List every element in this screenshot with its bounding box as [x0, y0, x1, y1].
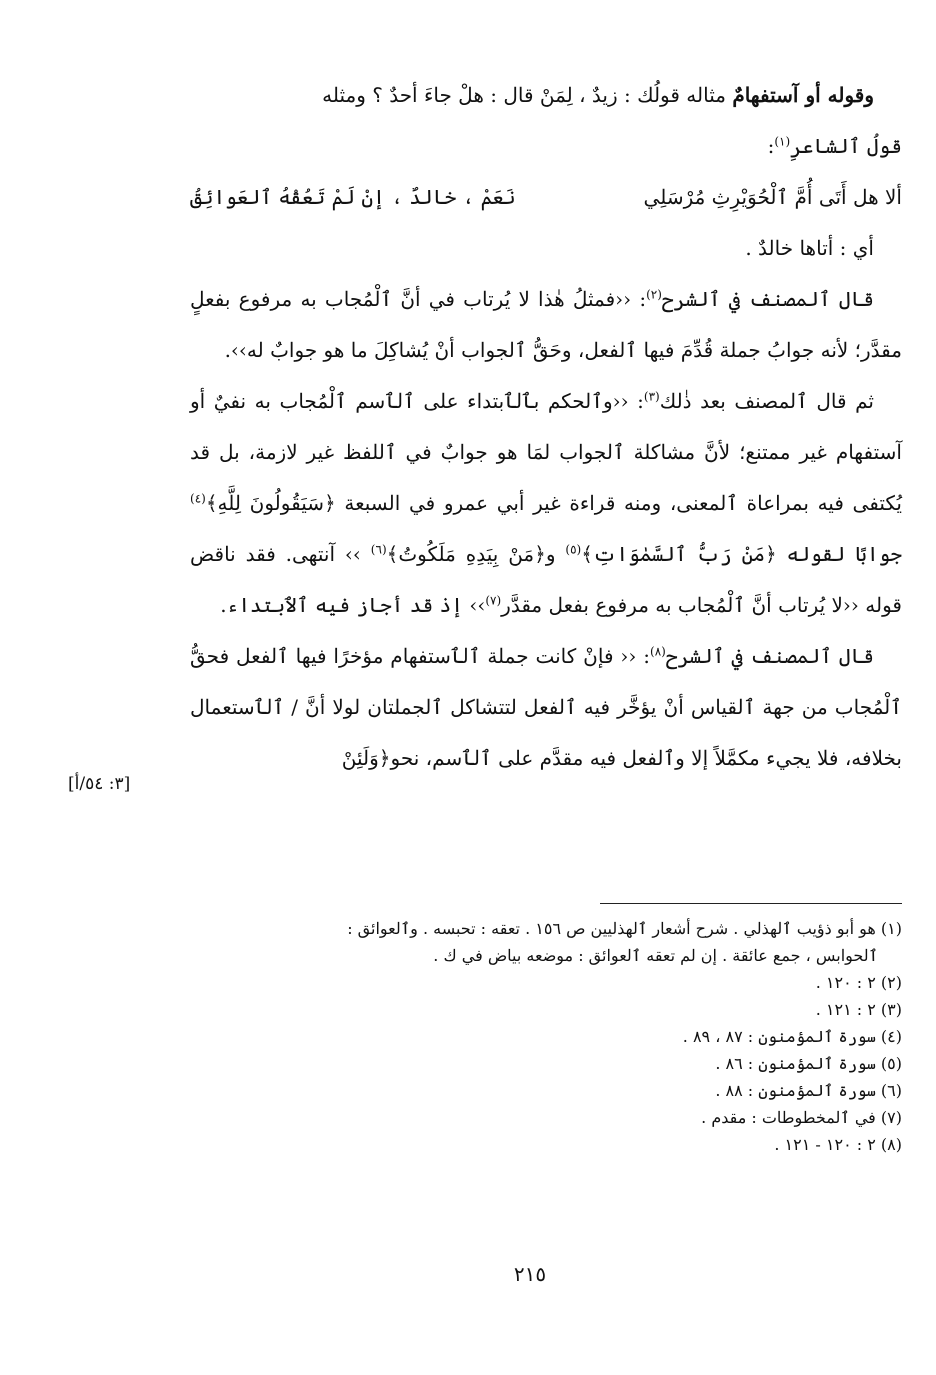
page-number: ٢١٥	[513, 1262, 547, 1286]
footnote-ref-3[interactable]: (٣)	[643, 389, 660, 404]
footnote-ref-7[interactable]: (٧)	[485, 593, 502, 608]
footnote-8: (٨) ٢ : ١٢٠ - ١٢١ .	[774, 1135, 902, 1154]
manuscript-folio-marker: [٣: ٥٤/أ]	[68, 774, 131, 794]
paragraph-1-text: مثاله قولُك : زيدٌ ، لِمَنْ قال : هلْ جاءَ أحدٌ ؟ ومثله	[322, 83, 733, 107]
footnote-7: (٧) في ٱلمخطوطات : مقدم .	[701, 1108, 902, 1127]
paragraph-1-line-2	[190, 121, 902, 172]
paragraph-5-text: : ‹‹ فإنْ كانت جملة ٱلٱستفهام مؤخرًا فيها ٱلفعل فحقُّ ٱلْمُجاب من جهة ٱلقياس أنْ يؤخَّر فيه ٱلفعل لتتشاكل ٱلجملتان لولا أنَّ / ٱلٱستعمال بخلافه، فلا يجيء مكمَّلاً إلا وٱلفعل فيه مقدَّم على ٱلٱسم، نحو﴿وَلَئِنْ	[190, 644, 902, 770]
paragraph-4-text-b: جوابًا لقوله ﴿مَنْ رَبُّ ٱلسَّمٰوَاتِ﴾	[581, 542, 902, 566]
paragraph-4-text-d: ›› آنتهى. فقد ناقض قوله ‹‹لا يُرتاب أنَّ ٱلْمُجاب به مرفوع بفعل مقدَّر	[190, 542, 902, 617]
paragraph-4-lead: ثم قال ٱلمصنف بعد ذٰلك	[659, 389, 874, 413]
colon: :	[767, 134, 775, 158]
footnote-2: (٢) ٢ : ١٢٠ .	[815, 973, 902, 992]
paragraph-4-text-c: و﴿مَنْ بِيَدِهِ مَلَكُوتُ﴾	[386, 542, 566, 566]
poet-intro: قولُ ٱلشاعرِ	[790, 134, 902, 158]
verse-second-hemistich: نَعَمْ ، خالدٌ ، إنْ لَمْ تَعُقْهُ ٱلعَوائِقُ	[190, 185, 516, 209]
footnote-ref-8[interactable]: (٨)	[650, 644, 666, 659]
paragraph-4	[190, 376, 902, 631]
paragraph-3	[190, 274, 902, 376]
footnote-5: (٥) سورة ٱلمؤمنون : ٨٦ .	[715, 1054, 902, 1073]
footnote-6: (٦) سورة ٱلمؤمنون : ٨٨ .	[715, 1081, 902, 1100]
footnotes	[190, 915, 902, 1158]
footnote-separator	[600, 903, 902, 904]
paragraph-1	[190, 70, 902, 121]
main-text	[190, 70, 902, 784]
footnote-ref-2[interactable]: (٢)	[646, 287, 662, 302]
footnote-3: (٣) ٢ : ١٢١ .	[815, 1000, 902, 1019]
paragraph-4-text-e: ›› إذ قد أجاز فيه ٱلٱبتداء.	[220, 593, 486, 617]
bold-phrase: وقوله أو آستفهامٌ	[732, 83, 874, 107]
footnote-ref-1[interactable]: (١)	[774, 134, 791, 149]
paragraph-5	[190, 631, 902, 784]
paragraph-5-lead: قال ٱلمصنف في ٱلشرح	[665, 644, 874, 668]
footnote-ref-6[interactable]: (٦)	[370, 542, 387, 557]
footnote-ref-5[interactable]: (٥)	[565, 542, 582, 557]
footnote-ref-4[interactable]: (٤)	[190, 491, 206, 506]
paragraph-4-text-a: : ‹‹وٱلحكم بٱلٱبتداء على ٱلٱسم ٱلْمُجاب به نفيٌ أو آستفهام غير ممتنع؛ لأنَّ مشاكلة ٱلجواب لمَا هو جوابٌ في ٱللفظ غير لازمة، بل قد يُكتفى فيه بمراعاة ٱلمعنى، ومنه قراءة غير أبي عمرو في السبعة ﴿سَيَقُولُونَ لِلَّهِ﴾	[190, 389, 902, 515]
footnote-1: (١) هو أبو ذؤيب ٱلهذلي . شرح أشعار ٱلهذليين ص ١٥٦ . تعقه : تحبسه . وٱلعوائق :	[347, 919, 902, 938]
verse-first-hemistich: ألا هل أَتَى أُمَّ ٱلْحُوَيْرِثِ مُرْسَلِي	[643, 185, 902, 209]
paragraph-2: أي : أتاها خالدٌ .	[745, 236, 874, 260]
footnote-1-continued: ٱلحوابس ، جمع عائقة . إن لم تعقه ٱلعوائق : موضعه بياض في ك .	[433, 946, 878, 965]
paragraph-3-lead: قال ٱلمصنف في ٱلشرح	[661, 287, 875, 311]
poetry-verse	[190, 172, 902, 223]
paragraph-3-text: : ‹‹فمثلُ هٰذا لا يُرتاب في أنَّ ٱلْمُجاب به مرفوع بفعلٍ مقدَّر؛ لأنه جوابُ جملة قُدِّمَ فيها ٱلفعل، وحَقُّ ٱلجواب أنْ يُشاكِلَ ما هو جوابٌ له››.	[190, 287, 902, 362]
footnote-4: (٤) سورة ٱلمؤمنون : ٨٧ ، ٨٩ .	[682, 1027, 902, 1046]
